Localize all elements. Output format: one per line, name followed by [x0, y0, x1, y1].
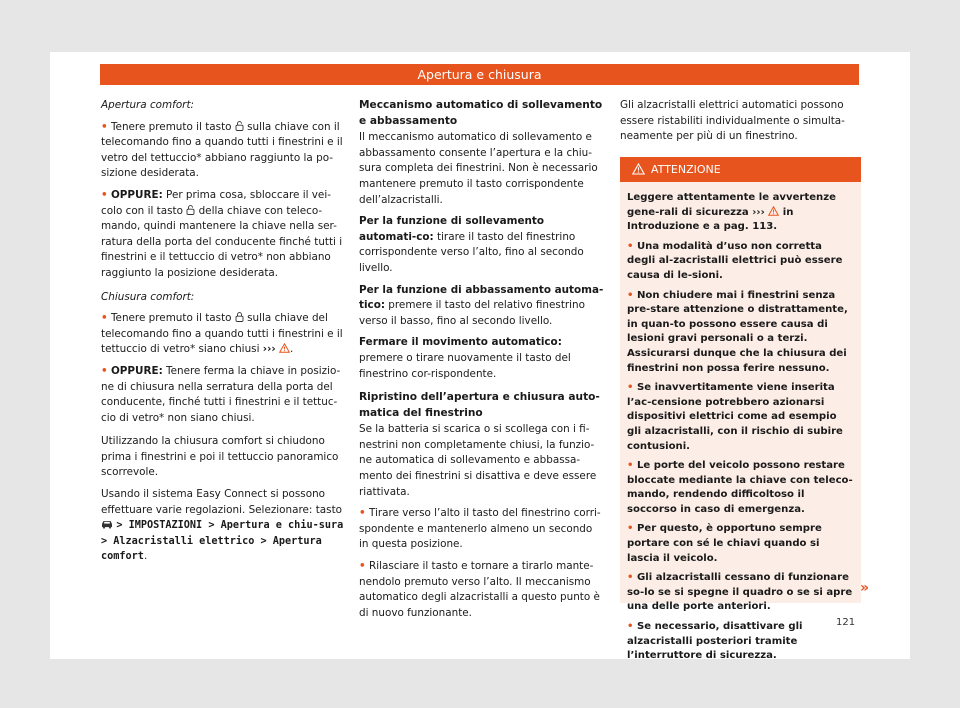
comfort-close-bullet-1: • Tenere premuto il tasto sulla chiave del telecomando fino a quando tutti i finestrini e il tettuccio di vetro* siano chiusi ››› . [101, 312, 343, 356]
bullet-mark: • [101, 364, 108, 377]
unlock-key-icon [186, 205, 195, 215]
comfort-close-title: Chiusura comfort: [101, 290, 195, 303]
bullet-mark: • [101, 188, 108, 201]
bullet-mark: • [627, 523, 634, 535]
section-heading-reset: Ripristino dell’apertura e chiusura auto-matica del finestrino [359, 391, 600, 419]
warning-triangle-icon [768, 206, 779, 216]
bullet-mark: • [359, 560, 366, 573]
reset-bullet-1: • Tirare verso l’alto il tasto del finestrino corri-spondente e mantenerlo almeno un secondo in questa posizione. [359, 507, 601, 551]
warning-title: ATTENZIONE [651, 163, 721, 176]
page-number: 121 [836, 617, 856, 628]
unlock-key-icon [235, 121, 244, 131]
bullet-mark: • [359, 507, 366, 520]
lock-key-icon [235, 312, 244, 322]
bullet-mark: • [627, 460, 634, 472]
bullet-mark: • [627, 621, 634, 633]
cross-reference-arrows: ››› [752, 206, 765, 218]
individual-reset-paragraph: Gli alzacristalli elettrici automatici possono essere ristabiliti individualmente o simulta-neamente per più di un finestrino. [620, 99, 845, 143]
warning-item: • Se necessario, disattivare gli alzacristalli posteriori tramite l’interruttore di sicurezza. [627, 621, 803, 662]
auto-mechanism-paragraph: Il meccanismo automatico di sollevamento e abbassamento consente l’apertura e la chiu-sura completa dei finestrini. Non è necessario mantenere premuto il tasto corrispondente dell’alzacristalli. [359, 131, 598, 206]
column-3 [620, 98, 860, 151]
warning-item: • Una modalità d’uso non corretta degli al-zacristalli elettrici può essere causa di le-sioni. [627, 240, 843, 281]
warning-item: • Gli alzacristalli cessano di funzionare so-lo se si spegne il quadro o se si apre una delle porte anteriori. [627, 572, 853, 613]
warning-item: • Se inavvertitamente viene inserita l’ac-censione potrebbero azionarsi dispositivi elettrici come ad esempio gli alzacristalli, con il rischio di subire contusioni. [627, 382, 843, 452]
warning-item: • Non chiudere mai i finestrini senza pre-stare attenzione o distrattamente, in quan-to possono essere causa di lesioni gravi personali o a terzi. Assicurarsi dunque che la chiusura dei finestrini non possa ferire nessuno. [627, 289, 848, 374]
bullet-mark: • [627, 289, 634, 301]
warning-body [620, 182, 861, 664]
comfort-close-bullet-2: • OPPURE: Tenere ferma la chiave in posizio-ne di chiusura nella serratura della porta del conducente, finché tutti i finestrini e il tettuc-cio di vetro* non siano chiusi. [101, 364, 341, 424]
comfort-close-note: Utilizzando la chiusura comfort si chiudono prima i finestrini e poi il tettuccio panoramico scorrevole. [101, 435, 339, 479]
comfort-open-title: Apertura comfort: [101, 99, 195, 111]
bullet-mark: • [627, 240, 634, 252]
warning-triangle-icon [632, 163, 645, 175]
page-header-title: Apertura e chiusura [100, 64, 859, 85]
reset-bullet-2: • Rilasciare il tasto e tornare a tirarlo mante-nendolo premuto verso l’alto. Il meccanismo automatico degli alzacristalli a questo punto è di nuovo funzionante. [359, 560, 600, 619]
easy-connect-note: Usando il sistema Easy Connect si possono effettuare varie regolazioni. Selezionare: tasto > IMPOSTAZIONI > Apertura e chiu-sura > Alzacristalli elettrico > Apertura comfort. [101, 488, 344, 563]
bullet-mark: • [627, 382, 634, 394]
column-1 [101, 98, 346, 571]
auto-raise-paragraph: Per la funzione di sollevamento automati-co: tirare il tasto del finestrino corrispondente verso l’alto, fino al secondo livello. [359, 215, 584, 274]
warning-item: • Le porte del veicolo possono restare bloccate mediante la chiave con teleco-mando, rendendo difficoltoso il soccorso in caso di emergenza. [627, 460, 853, 515]
section-heading-auto-mechanism: Meccanismo automatico di sollevamento e abbassamento [359, 99, 603, 127]
comfort-open-bullet-2: • OPPURE: Per prima cosa, sbloccare il vei-colo con il tasto della chiave con teleco-mando, quindi mantenere la chiave nella ser-ratura della porta del conducente finché tutti i finestrini e il tettuccio di vetro* non abbiano raggiunto la posizione desiderata. [101, 188, 343, 279]
continue-arrow: » [860, 580, 870, 596]
bullet-mark: • [627, 572, 634, 584]
comfort-open-bullet-1: • Tenere premuto il tasto sulla chiave con il telecomando fino a quando tutti i finestrini e il vetro del tettuccio* abbiano raggiunto la po-sizione desiderata. [101, 120, 343, 180]
warning-intro: Leggere attentamente le avvertenze gene-rali di sicurezza ››› in Introduzione e a pag. 113. [627, 192, 836, 233]
auto-lower-paragraph: Per la funzione di abbassamento automa-tico: premere il tasto del relativo finestrino verso il basso, fino al secondo livello. [359, 283, 604, 327]
column-2 [359, 98, 604, 627]
reset-paragraph: Se la batteria si scarica o si scollega con i fi-nestrini non completamente chiusi, la funzio-ne automatica di sollevamento e abbassa-mento dei finestrini si disattiva e deve essere riattivata. [359, 423, 597, 498]
warning-triangle-icon [279, 343, 290, 353]
car-icon [101, 519, 113, 529]
stop-movement-paragraph: Fermare il movimento automatico: premere o tirare nuovamente il tasto del finestrino cor-rispondente. [359, 336, 571, 380]
warning-header [620, 157, 861, 182]
menu-path: > IMPOSTAZIONI > Apertura e chiu-sura > Alzacristalli elettrico > Apertura comfort [101, 520, 344, 563]
bullet-mark: • [101, 120, 108, 133]
cross-reference-arrows: ››› [262, 343, 276, 356]
bullet-mark: • [101, 312, 108, 325]
warning-item: • Per questo, è opportuno sempre portare con sé le chiavi quando si lascia il veicolo. [627, 523, 822, 564]
